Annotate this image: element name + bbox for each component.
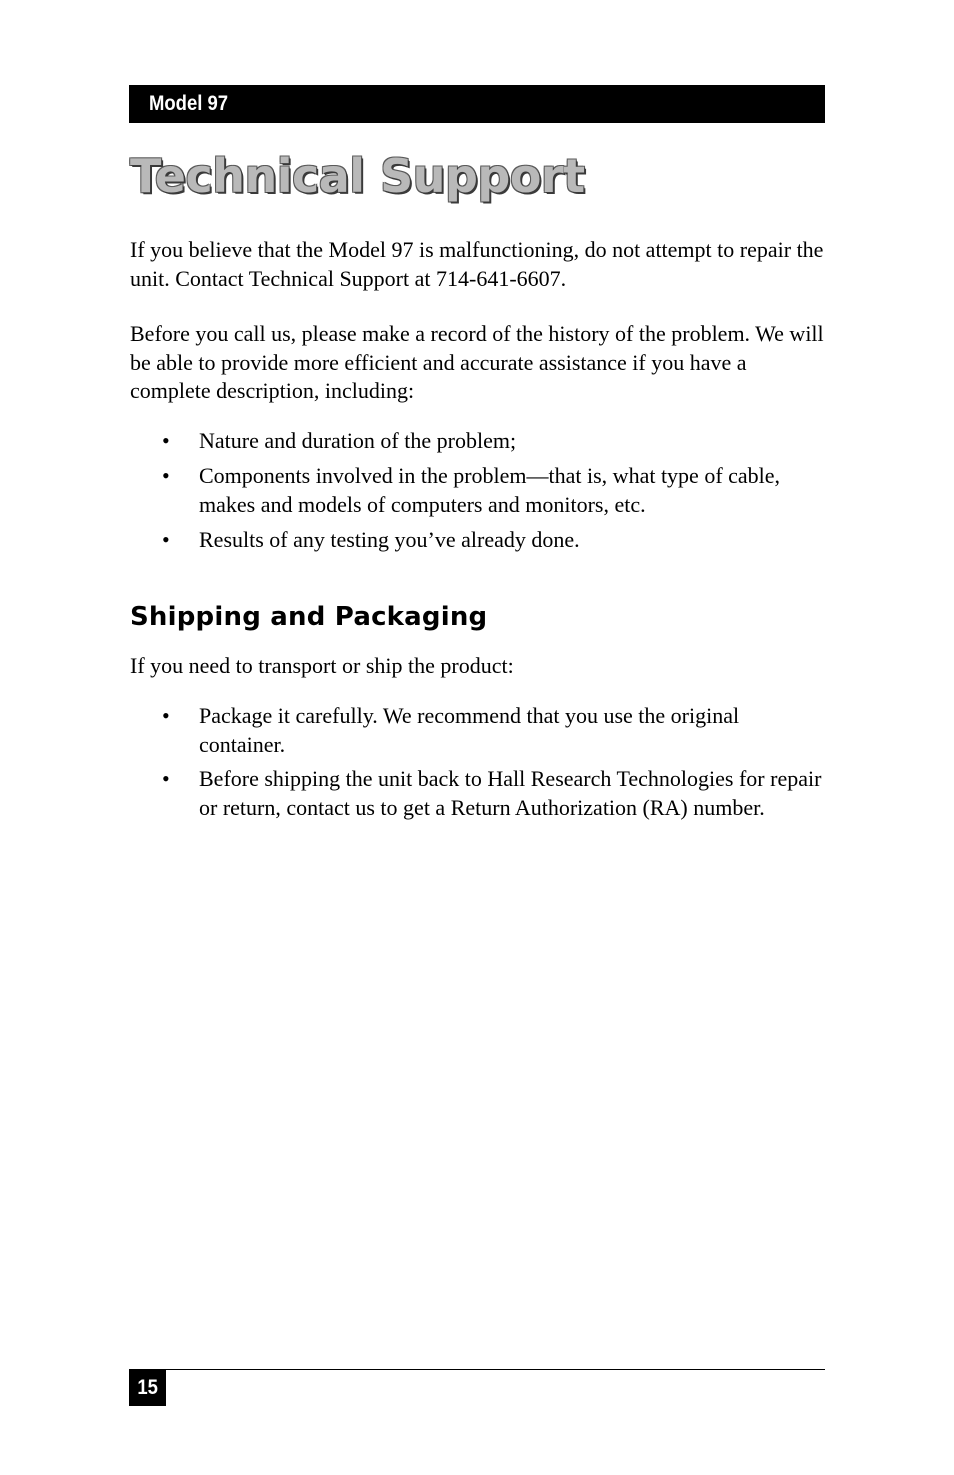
model-label: Model 97 <box>149 92 229 115</box>
bullet-marker: • <box>162 527 170 552</box>
header-bar <box>129 85 825 123</box>
intro-paragraph-1: If you believe that the Model 97 is malfunctioning, do not attempt to repair the unit. Contact Technical Support at 714-641-6607. <box>130 237 824 291</box>
list-item: Components involved in the problem—that is, what type of cable, makes and models of computers and monitors, etc. <box>199 463 781 517</box>
intro-paragraph-2: Before you call us, please make a record of the history of the problem. We will be able to provide more efficient and accurate assistance if you have a complete description, including: <box>130 321 824 403</box>
page-title: Technical Support <box>130 149 585 203</box>
bullet-marker: • <box>162 428 170 453</box>
section-heading-shipping: Shipping and Packaging <box>130 602 488 632</box>
page-number-label: 15 <box>137 1376 158 1399</box>
list-item: Before shipping the unit back to Hall Research Technologies for repair or return, contact us to get a Return Authorization (RA) number. <box>199 766 822 820</box>
bullet-marker: • <box>162 703 170 728</box>
shipping-paragraph: If you need to transport or ship the product: <box>130 653 514 678</box>
list-item: Results of any testing you’ve already done. <box>199 527 580 552</box>
footer-divider <box>129 1369 825 1370</box>
bullet-marker: • <box>162 766 170 791</box>
list-item: Nature and duration of the problem; <box>199 428 517 453</box>
list-item: Package it carefully. We recommend that you use the original container. <box>199 703 740 757</box>
bullet-marker: • <box>162 463 170 488</box>
page-number <box>129 1370 166 1406</box>
